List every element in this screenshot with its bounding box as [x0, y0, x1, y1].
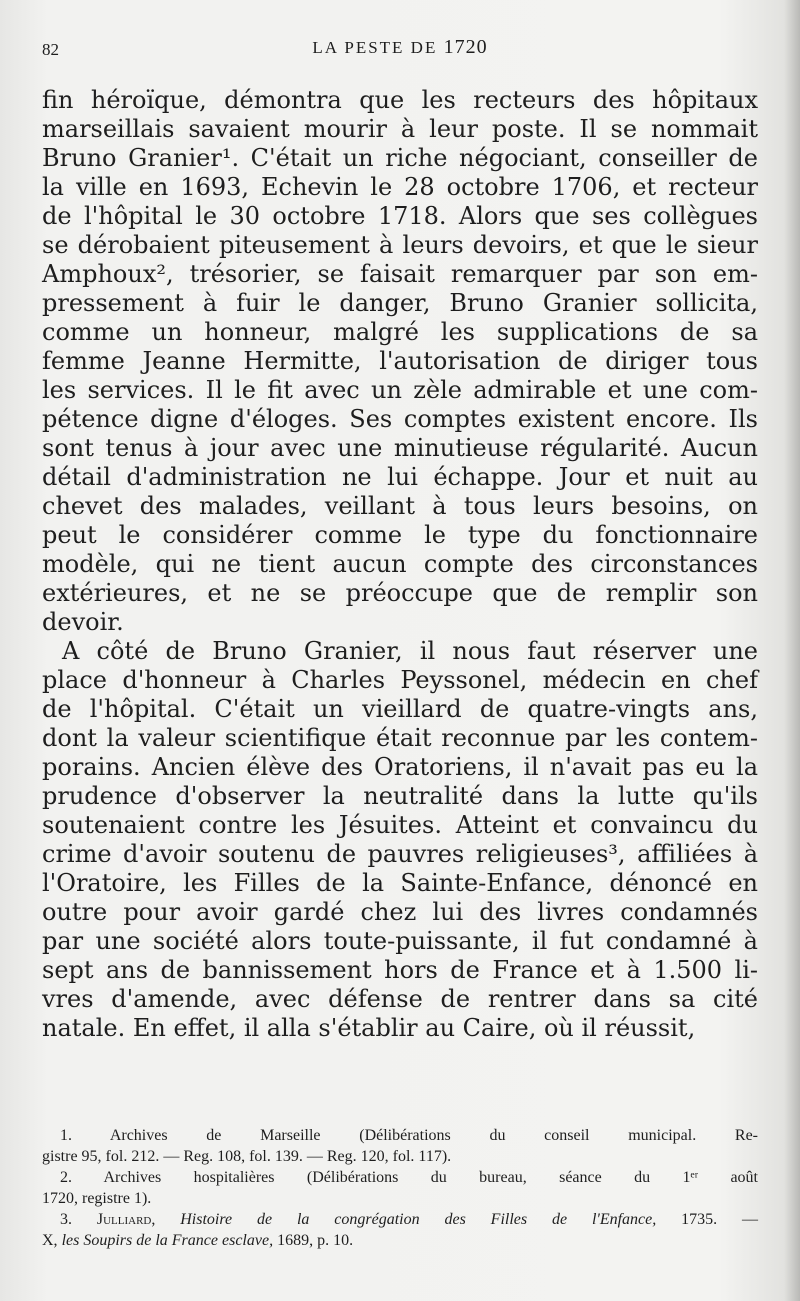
body-text: [42, 86, 758, 1043]
body-line: chevet des malades, veillant à tous leurs besoins, on: [42, 492, 758, 520]
body-line: de l'hôpital le 30 octobre 1718. Alors que ses collègues: [42, 202, 758, 230]
body-line: l'Oratoire, les Filles de la Sainte-Enfance, dénoncé en: [42, 869, 758, 897]
body-line: pressement à fuir le danger, Bruno Granier sollicita,: [42, 289, 758, 317]
running-title-year: 1720: [443, 36, 488, 58]
body-line: se dérobaient piteusement à leurs devoirs, et que le sieur: [42, 231, 758, 259]
footnote-3-rest: 1735. —: [681, 1211, 758, 1228]
footnote-2-line-1: 2. Archives hospitalières (Délibérations du bureau, séance du 1ᵉʳ août: [60, 1169, 758, 1186]
page-number: 82: [42, 40, 59, 59]
body-line: crime d'avoir soutenu de pauvres religieuses³, affiliées à: [42, 840, 758, 868]
footnote-3-rest-2: 1689, p. 10.: [277, 1232, 354, 1249]
body-line: par une société alors toute-puissante, il fut condamné à: [42, 927, 758, 955]
body-line: Bruno Granier¹. C'était un riche négociant, conseiller de: [42, 144, 758, 172]
body-line: outre pour avoir gardé chez lui des livres condamnés: [42, 898, 758, 926]
body-line: marseillais savaient mourir à leur poste. Il se nommait: [42, 115, 758, 143]
body-line: extérieures, et ne se préoccupe que de remplir son: [42, 579, 758, 607]
footnote-3-number: 3.: [60, 1211, 72, 1228]
body-line: vres d'amende, avec défense de rentrer dans sa cité: [42, 985, 758, 1013]
footnote-1-line-2: gistre 95, fol. 212. — Reg. 108, fol. 139. — Reg. 120, fol. 117).: [42, 1148, 452, 1165]
footnote-3-x: X,: [42, 1232, 58, 1249]
footnote-2-line-2: 1720, registre 1).: [42, 1190, 152, 1207]
body-line: sept ans de bannissement hors de France et à 1.500 li-: [42, 956, 758, 984]
body-line: sont tenus à jour avec une minutieuse régularité. Aucun: [42, 434, 758, 462]
body-line: fin héroïque, démontra que les recteurs des hôpitaux: [42, 86, 758, 114]
body-line: détail d'administration ne lui échappe. Jour et nuit au: [42, 463, 758, 491]
body-line: de l'hôpital. C'était un vieillard de quatre-vingts ans,: [42, 695, 758, 723]
body-line: modèle, qui ne tient aucun compte des circonstances: [42, 550, 758, 578]
footnote-3-line-1: [42, 1209, 758, 1230]
body-line: les services. Il le fit avec un zèle admirable et une com-: [42, 376, 758, 404]
body-line: soutenaient contre les Jésuites. Atteint et convaincu du: [42, 811, 758, 839]
footnote-3-line-2: [42, 1230, 758, 1251]
body-line: A côté de Bruno Granier, il nous faut réserver une: [62, 637, 758, 665]
footnotes: [42, 1125, 758, 1251]
body-line: femme Jeanne Hermitte, l'autorisation de diriger tous: [42, 347, 758, 375]
body-line: pétence digne d'éloges. Ses comptes existent encore. Ils: [42, 405, 758, 433]
body-line: comme un honneur, malgré les supplications de sa: [42, 318, 758, 346]
footnote-3-title: Histoire de la congrégation des Filles de l'Enfance,: [180, 1211, 657, 1228]
body-line: natale. En effet, il alla s'établir au Caire, où il réussit,: [42, 1014, 696, 1042]
body-line: devoir.: [42, 608, 124, 636]
page-header: [42, 36, 758, 62]
body-line: dont la valeur scientifique était reconnue par les contem-: [42, 724, 758, 752]
footnote-3-author: Julliard,: [96, 1211, 156, 1228]
running-title: [42, 36, 758, 59]
body-line: la ville en 1693, Echevin le 28 octobre 1706, et recteur: [42, 173, 758, 201]
running-title-text: LA PESTE DE: [312, 38, 438, 57]
body-line: porains. Ancien élève des Oratoriens, il n'avait pas eu la: [42, 753, 758, 781]
body-line: peut le considérer comme le type du fonctionnaire: [42, 521, 758, 549]
body-line: Amphoux², trésorier, se faisait remarquer par son em-: [42, 260, 758, 288]
footnote-1-line-1: 1. Archives de Marseille (Délibérations du conseil municipal. Re-: [60, 1127, 758, 1144]
body-line: place d'honneur à Charles Peyssonel, médecin en chef: [42, 666, 758, 694]
footnote-3-title-2: les Soupirs de la France esclave,: [61, 1232, 274, 1249]
body-line: prudence d'observer la neutralité dans la lutte qu'ils: [42, 782, 758, 810]
